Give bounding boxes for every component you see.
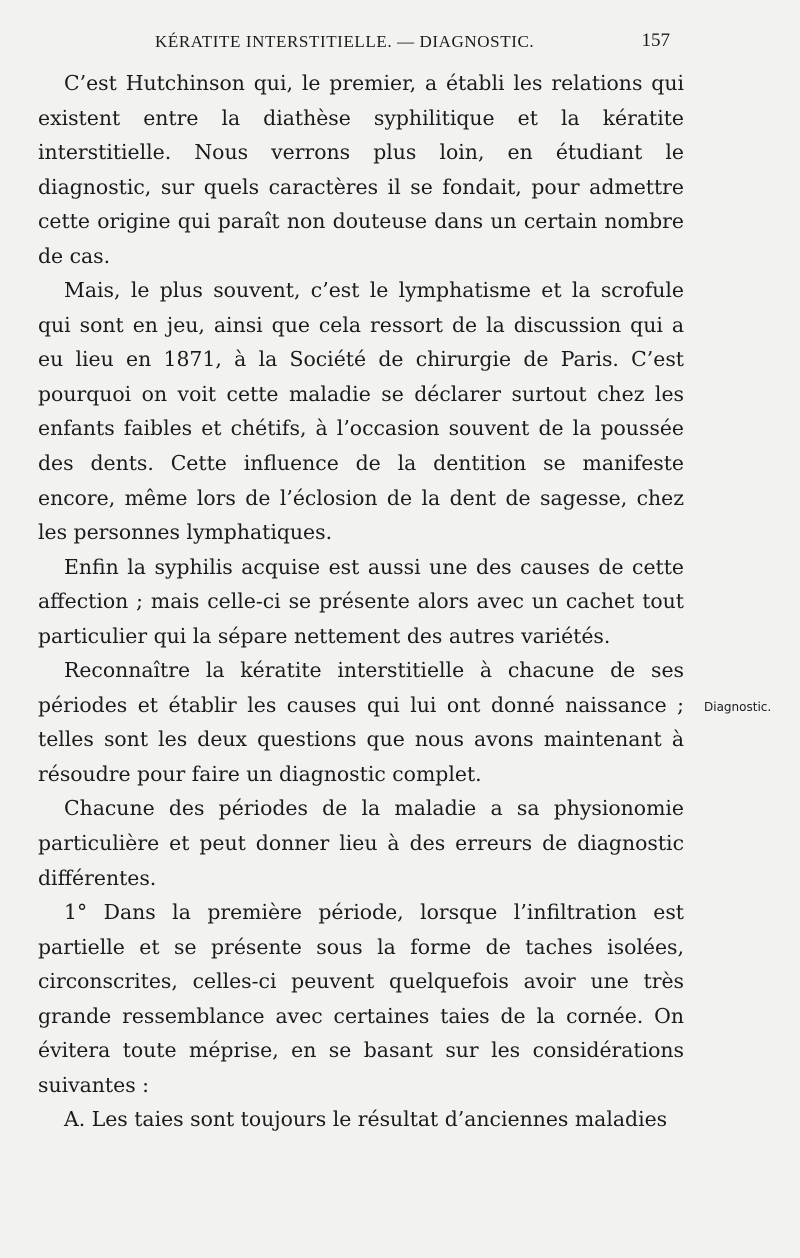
paragraph-text: C’est Hutchinson qui, le premier, a établi les relations qui existent entre la diathèse syphilitique et la kératite interstitielle. Nous verrons plus loin, en étudiant le diagnostic, sur quels caractères il se fondait, pour admettre cette origine qui paraît non douteuse dans un certain nombre de cas. [38, 71, 684, 268]
paragraph-text: Reconnaître la kératite interstitielle à chacune de ses périodes et établir les causes qui lui ont donné naissance ; telles sont les deux questions que nous avons maintenant à résoudre pour faire un diagnostic complet. [38, 658, 684, 786]
paragraph-premiere-periode [38, 895, 684, 1102]
paragraph-text: 1° Dans la première période, lorsque l’infiltration est partielle et se présente sous la forme de taches isolées, circonscrites, celles-ci peuvent quelquefois avoir une très grande ressemblance avec certaines taies de la cornée. On évitera toute méprise, en se basant sur les considérations suivantes : [38, 900, 684, 1097]
paragraph-text: A. Les taies sont toujours le résultat d’anciennes maladies [64, 1107, 668, 1132]
running-head [155, 32, 675, 56]
page-number: 157 [641, 30, 670, 51]
paragraph-periodes [38, 791, 684, 895]
paragraph-text: Chacune des périodes de la maladie a sa physionomie particulière et peut donner lieu à des erreurs de diagnostic différentes. [38, 796, 684, 890]
running-title: KÉRATITE INTERSTITIELLE. — DIAGNOSTIC. [155, 32, 535, 51]
paragraph-lymphatisme [38, 273, 684, 549]
paragraph-syphilis-acquise [38, 550, 684, 654]
paragraph-text: Mais, le plus souvent, c’est le lymphatisme et la scrofule qui sont en jeu, ainsi que cela ressort de la discussion qui a eu lieu en 1871, à la Société de chirurgie de Paris. C’est pourquoi on voit cette maladie se déclarer surtout chez les enfants faibles et chétifs, à l’occasion souvent de la poussée des dents. Cette influence de la dentition se manifeste encore, même lors de l’éclosion de la dent de sagesse, chez les personnes lymphatiques. [38, 278, 684, 545]
paragraph-hutchinson [38, 66, 684, 273]
paragraph-reconnaitre [38, 653, 684, 791]
paragraph-text: Enfin la syphilis acquise est aussi une des causes de cette affection ; mais celle-ci se présente alors avec un cachet tout particulier qui la sépare nettement des autres variétés. [38, 554, 684, 648]
margin-note-diagnostic: Diagnostic. [704, 700, 772, 714]
paragraph-taies [38, 1102, 684, 1137]
body-text [38, 66, 684, 1137]
